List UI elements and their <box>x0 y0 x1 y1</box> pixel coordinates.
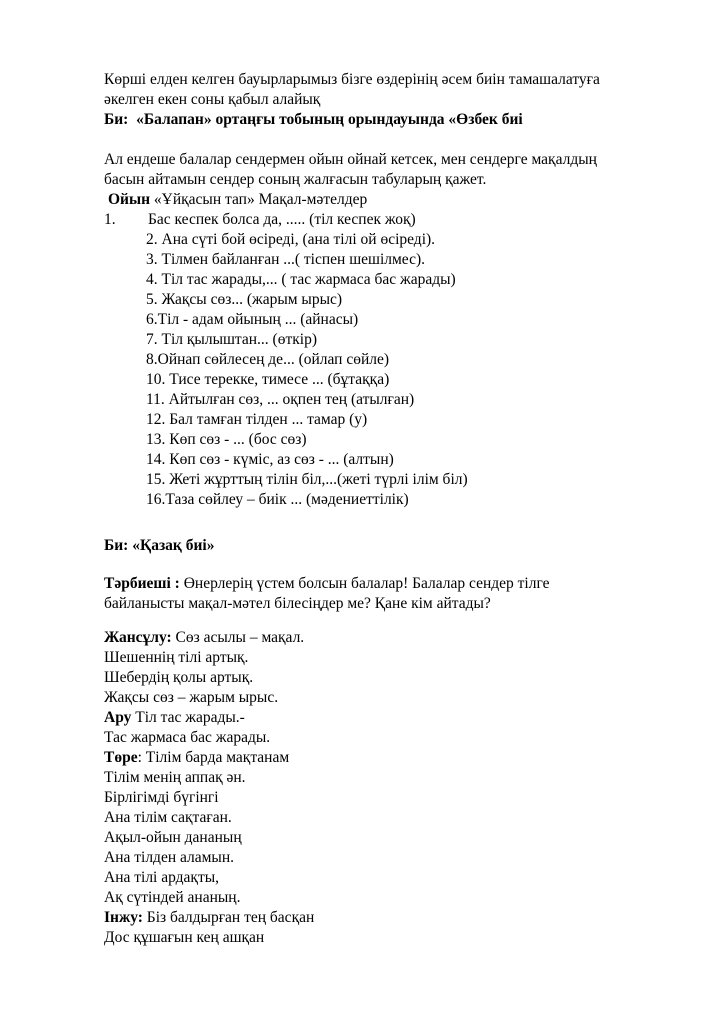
proverb-item: 11. Айтылған сөз, ... оқпен тең (атылған) <box>146 391 415 408</box>
proverb-item: 6.Тіл - адам ойының ... (айнасы) <box>146 311 359 328</box>
verse-line: Шебердің қолы артық. <box>104 669 254 686</box>
verse-line: Тіл тас жарады.- <box>135 709 245 726</box>
proverb-number: 1. <box>104 211 116 228</box>
game-title: «Ұйқасын тап» Мақал-мәтелдер <box>153 191 368 208</box>
teacher-text: Өнерлерің үстем болсын балалар! Балалар сендер тілге <box>183 575 550 592</box>
proverb-item: 5. Жақсы сөз... (жарым ырыс) <box>146 291 343 308</box>
proverb-item: Бас кеспек болса да, ..... (тіл кеспек жоқ) <box>148 211 416 228</box>
proverb-item: 8.Ойнап сөйлесең де... (ойлап сөйле) <box>146 351 390 368</box>
game-label: Ойын <box>108 191 151 208</box>
intro-line-1: Көрші елден келген бауырларымыз бізге өздерінің әсем биін тамашалатуға <box>104 71 600 88</box>
teacher-label: Тәрбиеші : <box>104 575 180 592</box>
game-intro-line-2: басын айтамын сендер соның жалғасын табуларың қажет. <box>104 171 487 188</box>
teacher-line-1 <box>104 574 550 594</box>
verse-line: Ақ сүтіндей ананың. <box>104 889 241 906</box>
verse-line: : Тілім барда мақтанам <box>137 749 290 766</box>
proverb-item: 12. Бал тамған тілден ... тамар (у) <box>146 411 368 428</box>
verse-line: Жақсы сөз – жарым ырыс. <box>104 689 279 706</box>
dance-2-heading: Би: «Қазақ биі» <box>104 537 215 554</box>
verse-line: Дос құшағын кең ашқан <box>104 929 265 946</box>
proverb-item: 2. Ана сүті бой өсіреді, (ана тілі ой өсіреді). <box>146 231 436 248</box>
game-intro-line-1: Ал ендеше балалар сендермен ойын ойнай кетсек, мен сендерге мақалдың <box>104 151 597 168</box>
proverb-item: 15. Жеті жұрттың тілін біл,...(жеті түрлі ілім біл) <box>146 471 468 488</box>
proverb-item: 7. Тіл қылыштан... (өткір) <box>146 331 317 348</box>
verse-line: Ана тілден аламын. <box>104 849 235 866</box>
verse-line: Сөз асылы – мақал. <box>175 629 305 646</box>
teacher-line-2: байланысты мақал-мәтел білесіңдер ме? Қане кім айтады? <box>104 595 491 612</box>
game-heading <box>108 190 367 210</box>
proverb-item: 4. Тіл тас жарады,... ( тас жармаса бас жарады) <box>146 271 456 288</box>
proverb-item <box>104 210 116 230</box>
verse-line: Ана тілі ардақты, <box>104 869 220 886</box>
intro-line-2: әкелген екен соны қабыл алайық <box>104 91 321 108</box>
proverb-item: 16.Таза сөйлеу – биік ... (мәдениеттілік) <box>146 491 409 508</box>
verse-line: Бірлігімді бүгінгі <box>104 789 219 806</box>
speaker-label-tore: Төре <box>104 749 138 766</box>
speaker-line <box>104 708 245 728</box>
verse-line: Ақыл-ойын дананың <box>104 829 242 846</box>
proverb-item: 14. Көп сөз - күміс, аз сөз - ... (алтын) <box>146 451 394 468</box>
dance-1-label: Би: <box>104 111 129 128</box>
proverb-item: 3. Тілмен байланған ...( тіспен шешілмес). <box>146 251 425 268</box>
speaker-line <box>104 908 314 928</box>
speaker-line <box>104 628 304 648</box>
speaker-label-aru: Ару <box>104 709 132 726</box>
verse-line: Біз балдырған тең басқан <box>146 909 315 926</box>
dance-1-text: «Балапан» ортаңғы тобының орындауында «Өзбек биі <box>136 111 523 128</box>
speaker-label-inzhu: Інжу: <box>104 909 143 926</box>
verse-line: Тілім менің аппақ ән. <box>104 769 246 786</box>
proverb-item: 13. Көп сөз - ... (бос сөз) <box>146 431 307 448</box>
proverb-item: 10. Тисе терекке, тимесе ... (бұтаққа) <box>146 371 390 388</box>
verse-line: Ана тілім сақтаған. <box>104 809 232 826</box>
speaker-label-zhansulu: Жансұлу: <box>104 629 172 646</box>
dance-1-heading <box>104 110 523 130</box>
speaker-line <box>104 748 289 768</box>
verse-line: Тас жармаса бас жарады. <box>104 729 271 746</box>
verse-line: Шешеннің тілі артық. <box>104 649 249 666</box>
